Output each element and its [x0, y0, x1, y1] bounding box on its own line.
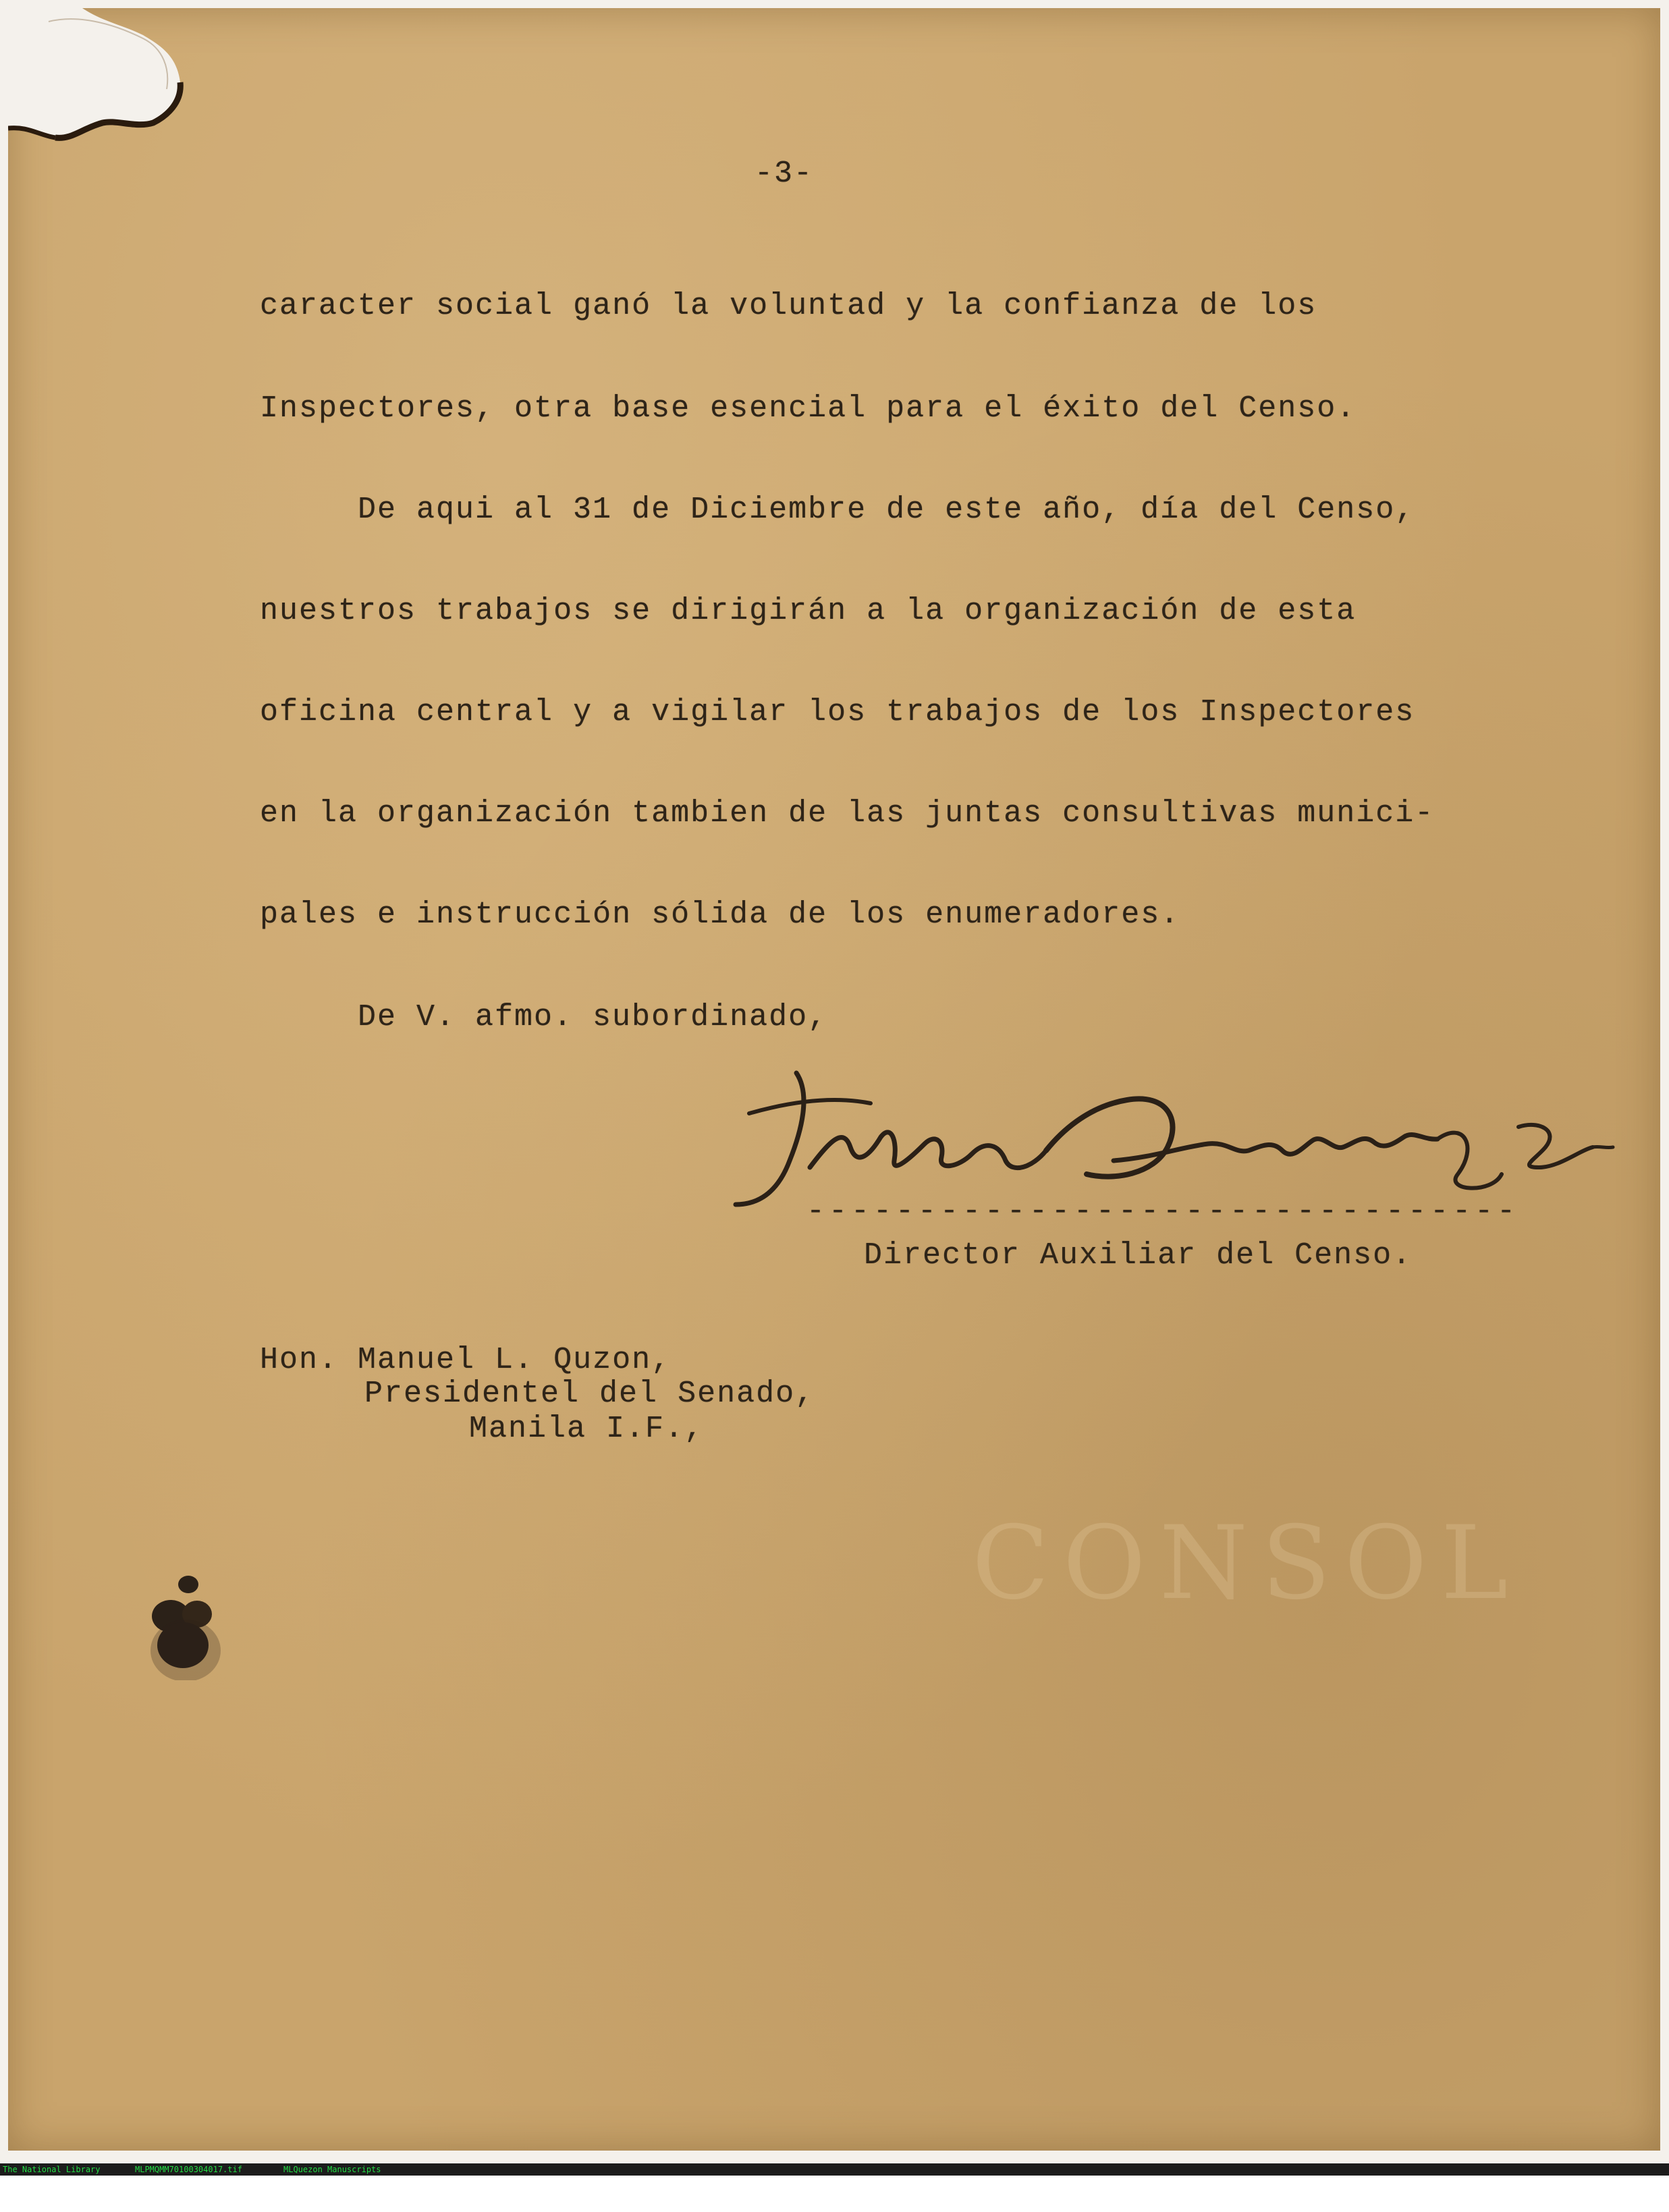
signer-title: Director Auxiliar del Censo.	[864, 1238, 1413, 1273]
paper-watermark: CONSOL	[972, 1505, 1522, 1622]
body-line: De aqui al 31 de Diciembre de este año, día del Censo,	[358, 493, 1415, 527]
body-line: oficina central y a vigilar los trabajos de los Inspectores	[260, 695, 1415, 729]
footer-collection: MLQuezon Manuscripts	[283, 2165, 381, 2174]
body-line: caracter social ganó la voluntad y la confianza de los	[260, 289, 1317, 323]
burnt-corner-tear	[8, 8, 184, 143]
scan-footer-bar	[0, 2163, 1669, 2176]
addressee-name: Hon. Manuel L. Quzon,	[260, 1343, 672, 1377]
footer-filename: MLPMQMM70100304017.tif	[135, 2165, 242, 2174]
ink-blot	[138, 1566, 226, 1680]
body-line: nuestros trabajos se dirigirán a la organización de esta	[260, 594, 1357, 628]
handwritten-signature	[709, 1066, 1626, 1215]
body-line: pales e instrucción sólida de los enumeradores.	[260, 897, 1180, 932]
page-number: -3-	[755, 157, 814, 191]
footer-library: The National Library	[3, 2165, 101, 2174]
signature-rule: --------------------------------	[806, 1194, 1520, 1229]
closing-salutation: De V. afmo. subordinado,	[358, 1000, 828, 1034]
addressee-position: Presidentel del Senado,	[364, 1377, 815, 1411]
body-line: en la organización tambien de las juntas consultivas munici-	[260, 796, 1435, 831]
body-line: Inspectores, otra base esencial para el éxito del Censo.	[260, 391, 1357, 426]
addressee-location: Manila I.F.,	[469, 1412, 705, 1446]
